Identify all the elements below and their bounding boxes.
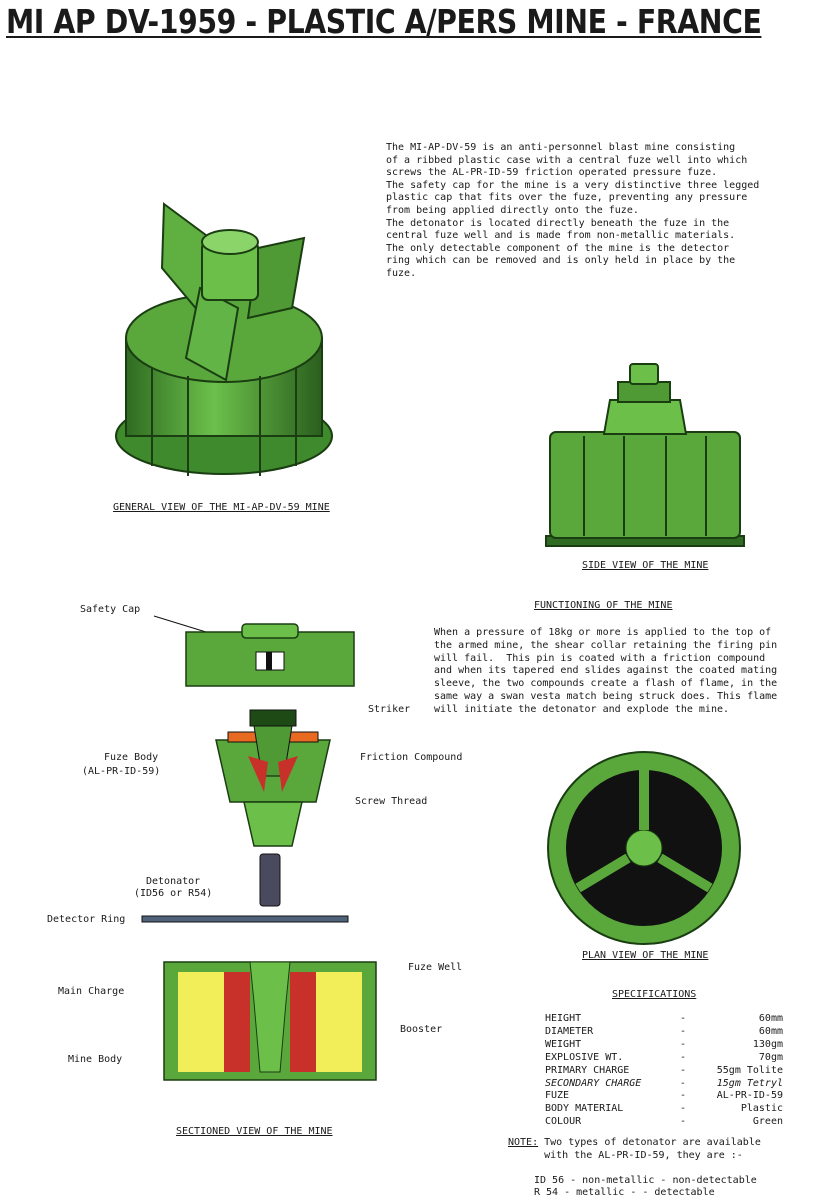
spec-dash: - [679,1090,687,1102]
spec-key: FUZE [545,1090,570,1102]
safety-cap-illustration [150,612,362,692]
general-view-illustration [108,198,340,488]
plan-view-illustration [544,750,744,946]
spec-key: BODY MATERIAL [545,1103,624,1115]
spec-row [545,1052,783,1065]
spec-dash: - [679,1116,687,1128]
intro-paragraph: The MI-AP-DV-59 is an anti-personnel blast mine consisting of a ribbed plastic case with a central fuze well into which screws the AL-PR-ID-59 friction operated pressure fuze. The safety cap for the mine is a very distinctive three legged plastic cap that fits over the fuze, preventing any pressure from being applied directly onto the fuze. The detonator is located directly beneath the fuze in the central fuze well and is made from non-metallic materials. The only detectable component of the mine is the detector ring which can be removed and is only held in place by the fuze. [386,142,760,279]
sectioned-view-caption: SECTIONED VIEW OF THE MINE [176,1126,333,1137]
detector-ring-illustration [140,912,352,926]
spec-value: 130gm [752,1038,783,1050]
note-text: Two types of detonator are available with the AL-PR-ID-59, they are :- [544,1137,761,1161]
note-item-r54: R 54 - metallic - - detectable [534,1187,715,1198]
label-detonator: Detonator [146,876,201,887]
sectioned-view-illustration [162,958,378,1084]
spec-row [545,1065,783,1078]
page-title: MI AP DV-1959 - PLASTIC A/PERS MINE - FRANCE [6,2,762,41]
note-label: NOTE: [508,1137,539,1148]
spec-key: WEIGHT [545,1038,582,1050]
label-safety-cap: Safety Cap [80,604,141,615]
spec-dash: - [679,1064,687,1076]
spec-key: EXPLOSIVE WT. [545,1051,624,1063]
label-detonator-sub: (ID56 or R54) [134,888,213,899]
label-main-charge: Main Charge [58,986,125,997]
spec-dash: - [679,1051,687,1063]
label-booster: Booster [400,1024,443,1035]
specifications-table [545,1013,783,1129]
label-mine-body: Mine Body [68,1054,123,1065]
spec-dash: - [679,1038,687,1050]
spec-value: 60mm [758,1013,783,1024]
label-striker: Striker [368,704,411,715]
label-screw-thread: Screw Thread [355,796,428,807]
general-view-caption: GENERAL VIEW OF THE MI-AP-DV-59 MINE [113,502,330,513]
spec-value: Green [752,1116,783,1128]
plan-view-caption: PLAN VIEW OF THE MINE [582,950,709,961]
side-view-illustration [540,360,750,552]
spec-row [545,1090,783,1103]
spec-key: SECONDARY CHARGE [545,1077,642,1089]
functioning-heading: FUNCTIONING OF THE MINE [534,600,673,611]
spec-value: 60mm [758,1025,783,1037]
spec-row [545,1039,783,1052]
spec-row [545,1026,783,1039]
spec-value: AL-PR-ID-59 [716,1090,783,1102]
spec-row [545,1013,783,1026]
spec-row [545,1078,783,1091]
spec-key: DIAMETER [545,1025,594,1037]
spec-dash: - [679,1025,687,1037]
note-item-id56: ID 56 - non-metallic - non-detectable [534,1175,757,1186]
spec-dash: - [679,1077,687,1089]
spec-row [545,1116,783,1129]
spec-dash: - [679,1103,687,1115]
detonator-illustration [258,852,284,908]
specifications-heading: SPECIFICATIONS [612,989,697,1000]
functioning-text: When a pressure of 18kg or more is applied to the top of the armed mine, the shear collar retaining the firing pin will fail. This pin is coated with a friction compound and when its tapered end slides against the coated mating sleeve, the two compounds create a flash of flame, in the same way a swan vesta match being struck does. This flame will initiate the detonator and explode the mine. [434,627,778,715]
spec-value: 15gm Tetryl [716,1077,783,1089]
label-friction-compound: Friction Compound [360,752,463,763]
spec-value: Plastic [740,1103,783,1115]
label-fuze-body-sub: (AL-PR-ID-59) [82,766,161,777]
spec-value: 55gm Tolite [716,1064,783,1076]
spec-row [545,1103,783,1116]
label-fuze-body: Fuze Body [104,752,159,763]
side-view-caption: SIDE VIEW OF THE MINE [582,560,709,571]
spec-key: COLOUR [545,1116,582,1128]
label-detector-ring: Detector Ring [47,914,126,925]
fuze-illustration [208,706,338,854]
label-fuze-well: Fuze Well [408,962,463,973]
spec-value: 70gm [758,1051,783,1063]
spec-key: PRIMARY CHARGE [545,1064,630,1076]
spec-dash: - [679,1013,687,1024]
note-block [508,1137,808,1162]
spec-key: HEIGHT [545,1013,582,1024]
